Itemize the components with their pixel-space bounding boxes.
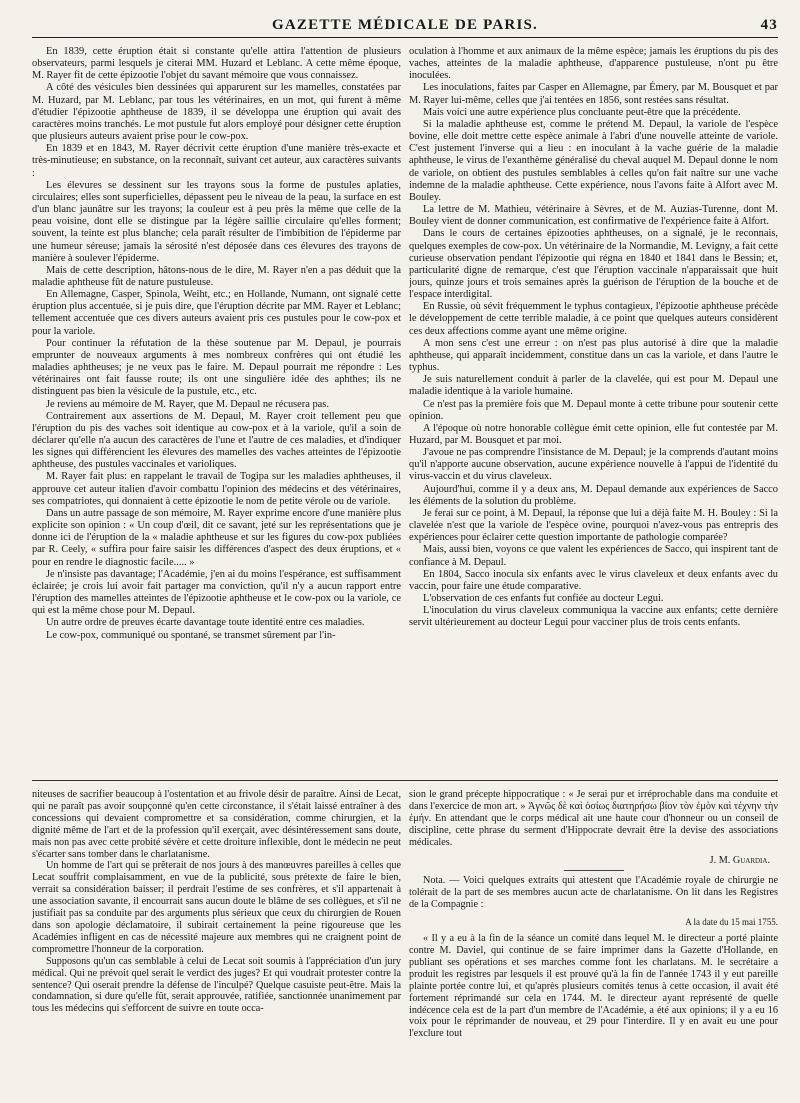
- feuilleton: [32, 789, 778, 1089]
- column-left: [32, 46, 401, 766]
- running-header: [32, 10, 778, 38]
- paragraph: Le cow-pox, communiqué ou spontané, se transmet sûrement par l'in-: [46, 629, 336, 641]
- paragraph: En 1804, Sacco inocula six enfants avec le virus claveleux et deux enfants avec du vaccin, pour faire une étude comparative.: [409, 568, 778, 592]
- paragraph: Pour continuer la réfutation de la thèse soutenue par M. Depaul, je pourrais emprunter de nouveaux arguments à mes nombreux confrères qui ont étudié les maladies aphtheuses; je ne veux pas le faire. M. Depaul pourrait me répondre : Les vétérinaires ont fait fausse route; ils ont une singulière idée des aphthes; ils ne distinguent pas bien la vésicule de la pustule, etc., etc.: [32, 337, 401, 398]
- paragraph: A mon sens c'est une erreur : on n'est pas plus autorisé à dire que la maladie aphtheuse, qui apparaît incidemment, constitue dans un cas la variole, et dans l'autre le typhus.: [409, 337, 778, 374]
- paragraph: Un homme de l'art qui se prêterait de nos jours à des manœuvres pareilles à celles que Lecat souffrit complaisamment, en vue de la publicité, sous prétexte de faire le bien, verrait sa considération baisser; il perdrait l'estime de ses confrères, et s'il appartenait à une association savante, il encourrait sans aucun doute le blâme de ses collègues, et s'il ne justifiait pas sa conduite par des arguments plus sérieux que ceux du chirurgien de Rouen dans son apologie déclamatoire, il subirait certainement la peine rigoureuse que les Académies infligent en cas de nécessité majeure aux membres qui ne craignent point de compromettre l'honneur de la corporation.: [32, 860, 401, 955]
- paragraph: Contrairement aux assertions de M. Depaul, M. Rayer croit tellement peu que l'éruption du pis des vaches soit identique au cow-pox et à la variole, qu'il a soin de déclarer qu'elle n'a aucun des caractères de l'une et l'autre de ces maladies, et d'indiquer les signes qui différencient les élevures des mamelles des vaches atteintes de l'épizootie aphtheuse, des pustules vaccinales et varioliques.: [32, 410, 401, 471]
- paragraph: L'inoculation du virus claveleux communiqua la vaccine aux enfants; cette dernière servit ultérieurement au docteur Legui pour vacciner plus de trois cents enfants.: [409, 605, 778, 629]
- paragraph: niteuses de sacrifier beaucoup à l'ostentation et au frivole désir de paraître. Ainsi de Lecat, qui ne paraît pas avoir soupçonné qu'en cette circonstance, il s'était laissé entraîner à des concessions qui devaient compromettre et sa considération, comme chirurgien, et la dignité même de l'art et de la profession qu'il exerçait, avec désintéressement sans doute, mais non pas avec cette probité sévère et cette droiture inflexible, dont le médecin ne peut s'écarter sans tomber dans le charlatanisme.: [32, 789, 401, 860]
- feuilleton-right-paragraphs: [409, 789, 778, 849]
- dateline: A la date du 15 mai 1755.: [685, 917, 778, 928]
- paragraph: J'avoue ne pas comprendre l'insistance de M. Depaul; je la comprends d'autant moins qu'il n'apporte aucune observation, aucune expérience nouvelle à l'appui de l'identité du virus-vaccin et du virus claveleux.: [409, 447, 778, 483]
- paragraph: En Russie, où sévit fréquemment le typhus contagieux, l'épizootie aphtheuse précède le développement de cette terrible maladie, à ce point que quelques auteurs considèrent ces deux affections comme ayant une même origine.: [409, 301, 778, 337]
- paragraph: M. Rayer fait plus: en rappelant le travail de Togipa sur les maladies aphtheuses, il approuve cet auteur italien d'avoir combattu l'opinion des médecins et des vétérinaires, ses compatriotes, qui donnaient à cette épizootie le nom de petite vérole ou de variole.: [32, 471, 401, 507]
- feuilleton-column-right: [409, 789, 778, 1089]
- paragraph: Ce n'est pas la première fois que M. Depaul monte à cette tribune pour soutenir cette opinion.: [409, 398, 778, 422]
- paragraph: Mais de cette description, hâtons-nous de le dire, M. Rayer n'en a pas déduit que la maladie aphtheuse fût de nature pustuleuse.: [32, 264, 401, 288]
- paragraph: Supposons qu'un cas semblable à celui de Lecat soit soumis à l'appréciation d'un jury médical. Qui ne prévoit quel serait le verdict des juges? Et qui voudrait protester contre la sentence? Qui oserait prendre la défense de l'inculpé? Quelque casuiste peut-être. Mais la condamnation, si dure qu'elle fût, serait approuvée, ratifiée, sanctionnée unanimement par tous les médecins qui s'efforcent de suivre en toute occa-: [32, 955, 401, 1015]
- paragraph: A l'époque où notre honorable collègue émit cette opinion, elle fut contestée par M. Huzard, par M. Bousquet et par moi.: [409, 422, 778, 446]
- paragraph: oculation à l'homme et aux animaux de la même espèce; jamais les éruptions du pis des vaches, atteintes de la maladie aphtheuse, d'apparence pustuleuse, n'ont pu être inoculées.: [409, 46, 778, 82]
- feuilleton-rule: [32, 780, 778, 781]
- paragraph: La lettre de M. Mathieu, vétérinaire à Sèvres, et de M. Auzias-Turenne, dont M. Bouley vient de donner communication, est confirmative de l'expérience faite à Alfort.: [409, 204, 778, 228]
- paragraph: L'observation de ces enfants fut confiée au docteur Legui.: [423, 593, 664, 605]
- paragraph: Je n'insiste pas davantage; l'Académie, j'en ai du moins l'espérance, est suffisamment éclairée; je crois lui avoir fait partager ma conviction, qu'il n'y a aucun rapport entre l'éruption des mamelles atteintes de l'épizootie aphtheuse et le cow-pox ou la variole, ce qui est la même chose pour M. Depaul.: [32, 568, 401, 617]
- main-article: [32, 46, 778, 766]
- feuilleton-column-left: [32, 789, 401, 1089]
- page: [0, 10, 800, 1103]
- paragraph: Si la maladie aphtheuse est, comme le prétend M. Depaul, la variole de l'espèce bovine, elle doit mettre cette espèce animale à l'abri d'une nouvelle atteinte de variole. C'est justement l'inverse qui a lieu : en inoculant à la vache guérie de la maladie aphtheuse, le virus de l'exanthème généralisé du cheval auquel M. Depaul donne le nom de variole, on obtient des pustules semblables à celles qu'on fait naître sur une vache indemne de la maladie aphtheuse. Cette expérience, nous l'avons faite à Alfort avec M. Bouley.: [409, 118, 778, 203]
- paragraph: Aujourd'hui, comme il y a deux ans, M. Depaul demande aux expériences de Sacco les éléments de la solution du problème.: [409, 483, 778, 507]
- author-signature: J. M. Guardia.: [709, 854, 770, 866]
- paragraph: En Allemagne, Casper, Spinola, Weiht, etc.; en Hollande, Numann, ont signalé cette éruption plus accentuée, si je puis dire, que l'éruption décrite par MM. Rayer et Leblanc; tellement accentuée que ces divers auteurs avaient pris ces pustules pour le cow-pox et pour la variole.: [32, 289, 401, 337]
- paragraph: sion le grand précepte hippocratique : « Je serai pur et irréprochable dans ma conduite et dans l'exercice de mon art. » Ἁγνῶς δὲ καὶ ὁσίως διατηρήσω βίον τὸν ἐμὸν καὶ τέχνην τὴν ἐμήν. En attendant que le corps médical ait une haute cour d'honneur ou un conseil de discipline, cette phrase du serment d'Hippocrate devrait être la devise des associations médicales.: [409, 789, 778, 848]
- paragraph: Les inoculations, faites par Casper en Allemagne, par Émery, par M. Bousquet et par M. Rayer lui-même, celles que j'ai tentées en 1856, sont restées sans résultat.: [409, 82, 778, 106]
- paragraph: Les élevures se dessinent sur les trayons sous la forme de pustules aplaties, circulaires; elles sont superficielles, dépassent peu le niveau de la peau, la surface en est d'un blanc jaunâtre sur les trayons; la couleur est à peu près la même que celle de la peau voisine, dont elle se distingue par la légère saillie circulaire qu'elles forment; souvent, la teinte est plus blanche; cela paraît résulter de l'imbibition de l'épiderme par une humeur séreuse; jamais la sérosité n'est déposée dans ces élevures des trayons de manière à soulever l'épiderme.: [32, 179, 401, 264]
- column-right: [409, 46, 778, 766]
- registry-extract: « Il y a eu à la fin de la séance un comité dans lequel M. le directeur a porté plainte contre M. Daviel, qui continue de se faire imprimer dans la Gazette d'Hollande, en publiant ses opérations et ses marches comme font les charlatans. M. le secrétaire a produit les registres par lesquels il est prouvé qu'à la fin de l'année 1743 il y eut pareille plainte portée contre lui, et qu'après plusieurs comités tenus à cette occasion, il avait été fortement réprimandé sur cela en 1744. M. le directeur ayant représenté de quelle indécence cela est de la part d'un membre de l'Académie, a été aux opinions; il y a eu 16 voix pour le réprimander de nouveau, et 29 pour l'interdire. Il y en avait eu une pour l'exclure tout: [409, 933, 778, 1040]
- paragraph: En 1839, cette éruption était si constante qu'elle attira l'attention de plusieurs observateurs, parmi lesquels je citerai MM. Huzard et Leblanc. A cette même époque, M. Rayer fit de cette épizootie l'objet du savant mémoire que vous connaissez.: [32, 46, 401, 82]
- paragraph: Dans un autre passage de son mémoire, M. Rayer exprime encore d'une manière plus explicite son opinion : « Un coup d'œil, dit ce savant, jeté sur les représentations que je donne ici de l'éruption de la « maladie aphtheuse et sur les figures du cow-pox publiées par R. Ceely, « suffira pour faire saisir les différences d'aspect des deux éruptions, et « pour en rendre le diagnostic facile..... »: [32, 507, 401, 568]
- journal-title: GAZETTE MÉDICALE DE PARIS.: [272, 17, 538, 33]
- paragraph: Mais voici une autre expérience plus concluante peut-être que la précédente.: [423, 106, 741, 118]
- page-number: 43: [760, 17, 778, 33]
- paragraph: Je suis naturellement conduit à parler de la clavelée, qui est pour M. Depaul une maladie identique à la variole humaine.: [409, 374, 778, 398]
- paragraph: Dans le cours de certaines épizooties aphtheuses, on a signalé, je le reconnais, quelques exemples de cow-pox. Un vétérinaire de la Normandie, M. Levigny, a fait cette curieuse observation pendant l'épizootie qui régna en 1840 et 1841 dans le Bessin; et, particularité digne de remarque, c'est que l'éruption vaccinale n'apparaissait que huit jours, quinze jours et trois semaines après la guérison de l'éruption de la bouche et de l'espace interdigital.: [409, 228, 778, 301]
- nota-paragraph: Nota. — Voici quelques extraits qui attestent que l'Académie royale de chirurgie ne tolérait de la part de ses membres aucun acte de charlatanisme. On lit dans les Registres de la Compagnie :: [409, 875, 778, 911]
- paragraph: En 1839 et en 1843, M. Rayer décrivit cette éruption d'une manière très-exacte et très-minutieuse; en substance, on la reconnaît, suivant cet auteur, aux caractères suivants :: [32, 143, 401, 179]
- short-rule: [564, 870, 624, 871]
- paragraph: Je reviens au mémoire de M. Rayer, que M. Depaul ne récusera pas.: [46, 398, 329, 410]
- paragraph: A côté des vésicules bien dessinées qui apparurent sur les mamelles, constatées par M. Huzard, par M. Leblanc, par tous les vétérinaires, en un mot, qui furent à même d'étudier l'épizootie aphtheuse de 1839, il se développa une éruption qui avait des caractères moins tranchés. Le mot pustule fut alors employé pour désigner cette éruption que plusieurs auteurs avaient prise pour le cow-pox.: [32, 82, 401, 143]
- paragraph: Je ferai sur ce point, à M. Depaul, la réponse que lui a déjà faite M. H. Bouley : Si la clavelée n'est que la variole de l'espèce ovine, pourquoi n'avez-vous pas entrepris des expériences pour éclairer cette question importante de pathologie comparée?: [409, 507, 778, 544]
- paragraph: Un autre ordre de preuves écarte davantage toute identité entre ces maladies.: [46, 617, 365, 629]
- paragraph: Mais, aussi bien, voyons ce que valent les expériences de Sacco, qui inspirent tant de confiance à M. Depaul.: [409, 544, 778, 568]
